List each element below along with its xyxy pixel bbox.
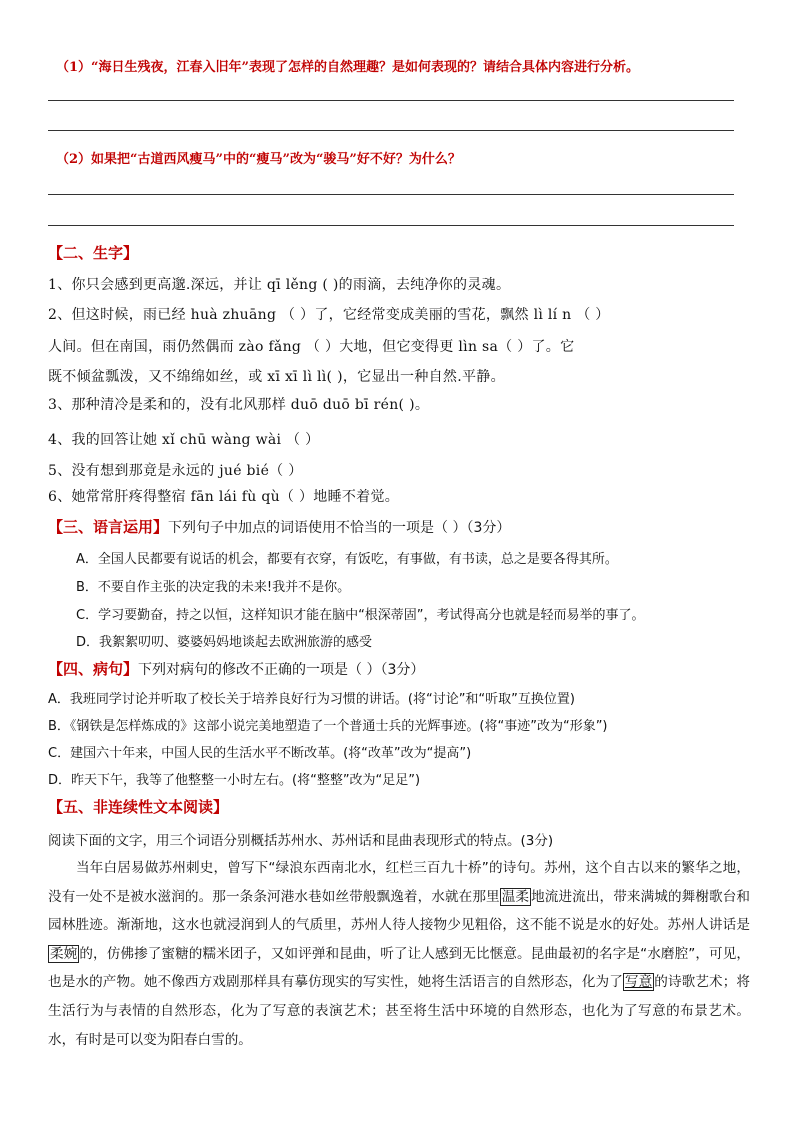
section-2-line: 5、没有想到那竟是永远的 jué bié（ ） <box>48 463 303 479</box>
section-4-title: 【四、病句】 <box>48 660 139 678</box>
question-1: （1）“海日生残夜，江春入旧年”表现了怎样的自然理趣？是如何表现的？请结合具体内容进行分析。 <box>56 60 640 75</box>
section-2-line: 既不倾盆瓢泼，又不绵绵如丝，或 xī xī lì lì( )，它显出一种自然.平静。 <box>48 369 505 385</box>
boxed-word: 柔婉 <box>50 945 78 962</box>
option-c: C．建国六十年来，中国人民的生活水平不断改革。(将“改革”改为“提高”) <box>48 746 472 761</box>
section-2-line: 6、她常常肝疼得整宿 fān lái fù qù（ ）地睡不着觉。 <box>48 489 400 505</box>
answer-line <box>48 130 734 131</box>
answer-line <box>48 225 734 226</box>
answer-line <box>48 100 734 101</box>
boxed-word: 温柔 <box>501 888 530 905</box>
option-c: C．学习要勤奋，持之以恒，这样知识才能在脑中“根深蒂固”，考试得高分也就是轻而易举的事了。 <box>76 608 645 623</box>
section-5-instruction: 阅读下面的文字，用三个词语分别概括苏州水、苏州话和昆曲表现形式的特点。(3分) <box>48 833 554 849</box>
boxed-word: 写意 <box>624 974 653 991</box>
section-4-header <box>48 658 424 679</box>
reading-passage: 当年白居易做苏州刺史，曾写下“绿浪东西南北水，红栏三百九十桥”的诗句。苏州，这个自古以来的繁华之地，没有一处不是被水滋润的。那一条条河港水巷如丝带般飘逸着，水就在那里 温柔 地流进流出，带来满城的舞榭歌台和园林胜迹。渐渐地，这水也就浸润到人的气质里，苏州人待人接物少见粗俗，这不能不说是水的好处。苏州人讲话是柔婉 的，仿佛掺了蜜糖的糯米团子，又如评弹和昆曲，听了让人感到无比惬意。昆曲最初的名字是“水磨腔”，可见，也是水的产物。她不像西方戏剧那样具有摹仿现实的写实性，她将生活语言的自然形态，化为了 写意 的诗歌艺术；将生活行为与表情的自然形态，化为了写意的表演艺术；甚至将生活中环境的自然形态，也化为了写意的布景艺术。水，有时是可以变为阳春白雪的。 <box>48 860 751 1048</box>
option-b: B．不要自作主张的决定我的未来!我并不是你。 <box>76 580 351 595</box>
option-a: A．我班同学讨论并听取了校长关于培养良好行为习惯的讲话。(将“讨论”和“听取”互换位置) <box>48 692 575 707</box>
option-d: D．昨天下午，我等了他整整一小时左右。(将“整整”改为“足足”) <box>48 773 421 788</box>
answer-line <box>48 194 734 195</box>
question-2: （2）如果把“古道西风瘦马”中的“瘦马”改为“骏马”好不好？为什么？ <box>56 152 461 167</box>
section-5-title: 【五、非连续性文本阅读】 <box>48 798 229 816</box>
section-3-stem: 下列句子中加点的词语使用不恰当的一项是（ ）（3分） <box>168 520 511 536</box>
section-2-line: 1、你只会感到更高邈.深远，并让 qī lěng ( )的雨滴，去纯净你的灵魂。 <box>48 277 511 293</box>
section-2-title: 【二、生字】 <box>48 244 139 262</box>
section-2-line: 人间。但在南国，雨仍然偶而 zào fǎng （ ）大地，但它变得更 lìn sa（ ）了。它 <box>48 339 575 355</box>
section-2-line: 3、那种清冷是柔和的，没有北风那样 duō duō bī rén( )。 <box>48 397 430 413</box>
option-d: D．我絮絮叨叨、婆婆妈妈地谈起去欧洲旅游的感受 <box>76 635 373 650</box>
section-2-line: 2、但这时候，雨已经 huà zhuāng （ ）了，它经常变成美丽的雪花，飘然 lì lí n （ ） <box>48 307 610 323</box>
option-b: B．《钢铁是怎样炼成的》这部小说完美地塑造了一个普通士兵的光辉事迹。(将“事迹”改为“形象”) <box>48 719 608 734</box>
option-a: A．全国人民都要有说话的机会，都要有衣穿，有饭吃，有事做，有书读，总之是要各得其所。 <box>76 552 618 567</box>
section-4-stem: 下列对病句的修改不正确的一项是（ ）（3分） <box>138 662 425 678</box>
section-3-title: 【三、语言运用】 <box>48 518 169 536</box>
section-3-header <box>48 516 510 537</box>
section-2-line: 4、我的回答让她 xǐ chū wàng wài （ ） <box>48 432 320 448</box>
